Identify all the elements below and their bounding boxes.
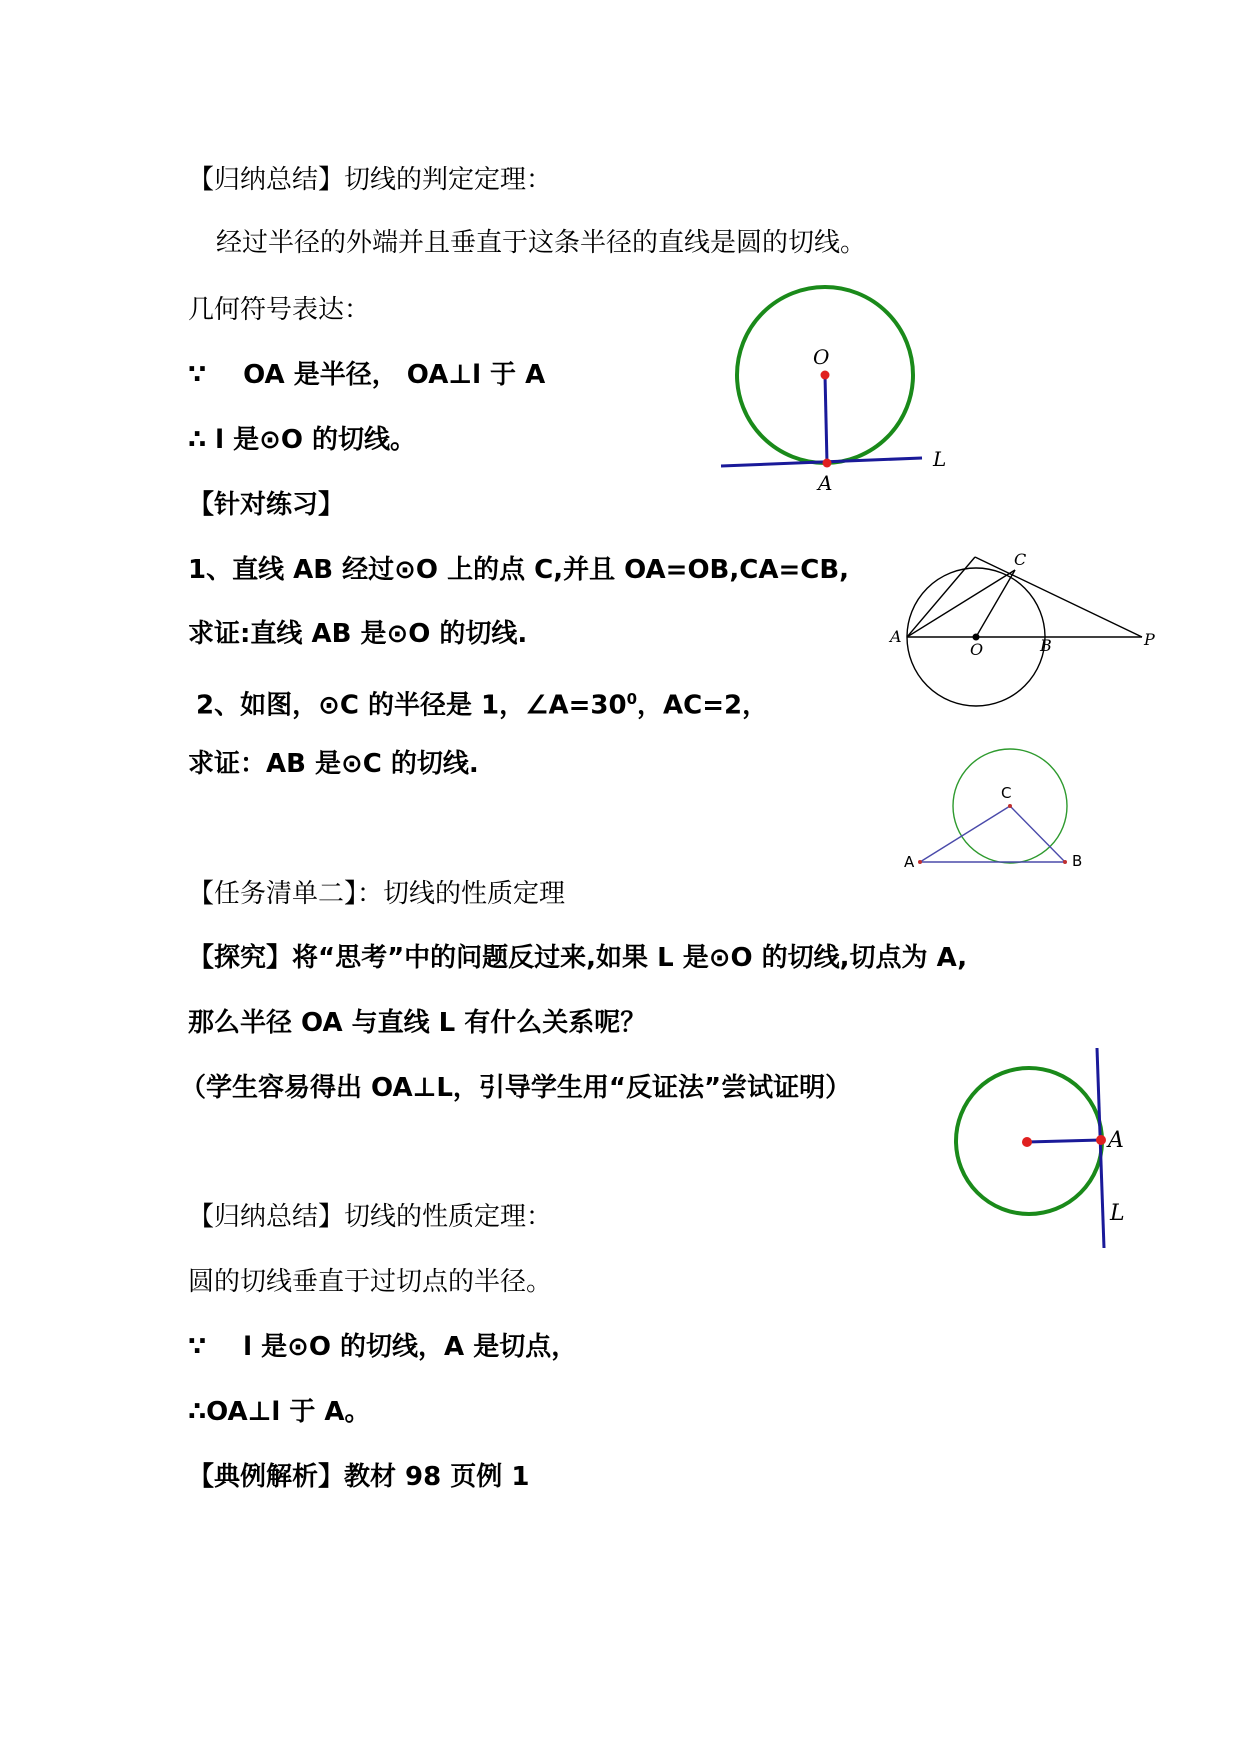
geometry-expression-label: 几何符号表达： (188, 295, 371, 325)
property-because-text: l 是⊙O 的切线，A 是切点， (243, 1332, 578, 1362)
property-theorem: 圆的切线垂直于过切点的半径。 (188, 1267, 553, 1297)
explore-line-1: 【探究】将“思考”中的问题反过来,如果 L 是⊙O 的切线,切点为 A, (188, 943, 968, 973)
line-ac (907, 570, 1015, 637)
point-b (1063, 860, 1067, 864)
line-oc (976, 570, 1015, 637)
side-ac (920, 806, 1010, 862)
radius-oa (825, 375, 827, 463)
line-a-top (907, 557, 975, 637)
example-line: 【典例解析】教材 98 页例 1 (188, 1462, 530, 1492)
figure-practice-2 (890, 745, 1110, 875)
point-a (1096, 1135, 1106, 1145)
point-a (918, 860, 922, 864)
property-because-line (188, 1330, 577, 1364)
therefore-line: ∴ l 是⊙O 的切线。 (188, 425, 417, 455)
question-2-text-pre: 2、如图，⊙C 的半径是 1，∠A=30 (196, 690, 627, 721)
figure-tangent-criterion (715, 280, 955, 500)
label-c: C (1014, 550, 1027, 569)
question-2-text-post: ，AC=2， (637, 690, 769, 721)
label-a: A (818, 471, 833, 495)
radius-oa (1027, 1140, 1101, 1142)
label-a: A (904, 853, 915, 871)
label-o: O (813, 345, 830, 369)
explore-line-2: 那么半径 OA 与直线 L 有什么关系呢？ (188, 1008, 647, 1038)
property-therefore-line: ∴OA⊥l 于 A。 (188, 1397, 371, 1427)
label-c: C (1001, 784, 1012, 802)
label-a: A (1108, 1128, 1124, 1153)
property-heading: 【归纳总结】切线的性质定理： (188, 1202, 553, 1232)
because-symbol: ∵ (188, 1332, 207, 1362)
label-p: P (1144, 630, 1155, 649)
figure-tangent-property (940, 1040, 1160, 1260)
label-b: B (1072, 852, 1083, 870)
label-l: L (933, 447, 947, 471)
explore-hint: （学生容易得出 OA⊥L，引导学生用“反证法”尝试证明） (180, 1073, 852, 1103)
judgement-heading: 【归纳总结】切线的判定定理： (188, 165, 553, 195)
label-l: L (1110, 1201, 1125, 1226)
label-a: A (890, 627, 902, 646)
degree-superscript: 0 (626, 690, 637, 708)
point-a (823, 459, 832, 468)
question-2-line-2: 求证：AB 是⊙C 的切线. (188, 749, 479, 779)
because-line (188, 358, 545, 392)
practice-heading: 【针对练习】 (188, 490, 345, 520)
point-o (821, 371, 830, 380)
because-symbol: ∵ (188, 360, 207, 390)
question-2-line-1 (196, 682, 768, 723)
label-o: O (970, 640, 984, 659)
because-text: OA 是半径， OA⊥l 于 A (243, 360, 546, 390)
judgement-theorem: 经过半径的外端并且垂直于这条半径的直线是圆的切线。 (216, 228, 867, 258)
side-cb (1010, 806, 1065, 862)
point-o (1022, 1137, 1032, 1147)
label-b: B (1040, 636, 1052, 655)
figure-practice-1 (880, 545, 1160, 715)
point-c (1008, 804, 1012, 808)
question-1-line-1: 1、直线 AB 经过⊙O 上的点 C,并且 OA=OB,CA=CB, (188, 555, 850, 585)
task-list-2-heading: 【任务清单二】：切线的性质定理 (188, 879, 566, 909)
question-1-line-2: 求证:直线 AB 是⊙O 的切线. (188, 619, 528, 649)
